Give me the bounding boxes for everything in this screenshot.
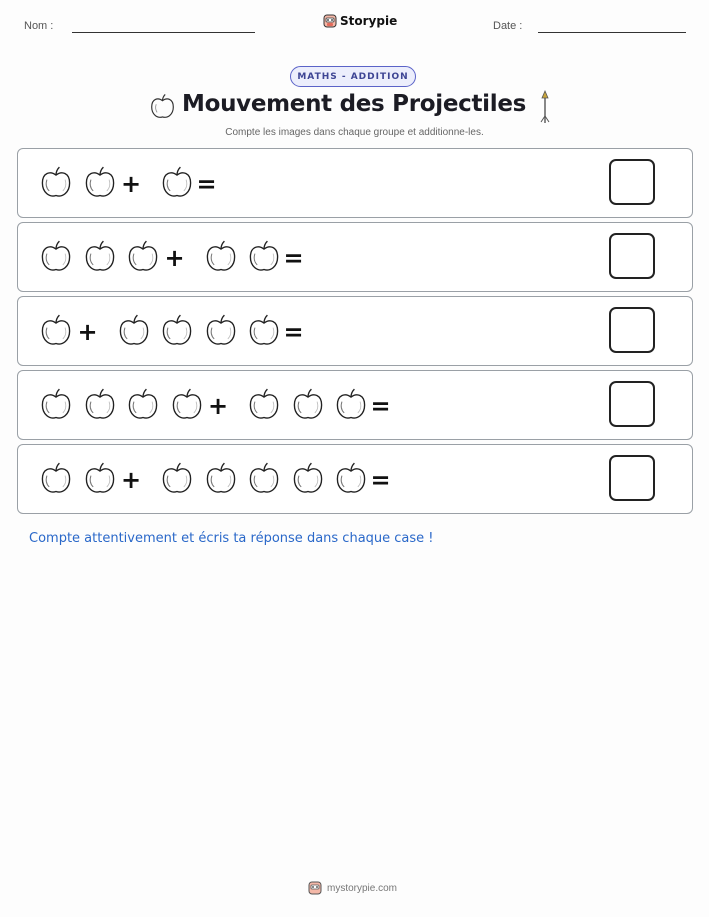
problem-row	[17, 148, 693, 218]
apple-icon	[204, 460, 238, 498]
plus-sign: +	[120, 466, 142, 494]
apple-icon	[204, 238, 238, 276]
apple-icon	[247, 312, 281, 350]
apple-icon	[83, 460, 117, 498]
apple-icon	[334, 460, 368, 498]
date-line[interactable]	[538, 32, 686, 33]
name-label: Nom :	[24, 20, 54, 32]
problem-list	[17, 148, 693, 518]
plus-sign: +	[77, 318, 98, 346]
problem-row	[17, 222, 693, 292]
apple-icon	[170, 386, 204, 424]
site-url[interactable]: mystorypie.com	[327, 882, 398, 894]
name-line[interactable]	[72, 32, 255, 33]
apple-icon	[160, 312, 194, 350]
mascot-icon	[323, 13, 337, 29]
answer-box[interactable]	[609, 455, 655, 501]
apple-icon	[204, 312, 238, 350]
answer-box[interactable]	[609, 233, 655, 279]
apple-icon	[291, 460, 325, 498]
plus-sign: +	[207, 392, 229, 420]
equals-sign: =	[196, 170, 217, 198]
problem-row	[17, 370, 693, 440]
footer-note: Compte attentivement et écris ta réponse dans chaque case !	[29, 531, 434, 546]
problem-row	[17, 444, 693, 514]
subject-badge: MATHS - ADDITION	[290, 66, 416, 87]
equals-sign: =	[283, 318, 304, 346]
apple-icon	[83, 164, 117, 202]
apple-icon	[160, 460, 194, 498]
apple-icon	[39, 164, 73, 202]
mascot-icon	[308, 880, 322, 896]
apple-icon	[83, 386, 117, 424]
apple-icon	[83, 238, 117, 276]
problem-row	[17, 296, 693, 366]
apple-icon	[117, 312, 151, 350]
page-title: Mouvement des Projectiles	[181, 91, 527, 117]
plus-sign: +	[164, 244, 185, 272]
answer-box[interactable]	[609, 159, 655, 205]
apple-icon	[39, 460, 73, 498]
brand-name: Storypie	[340, 14, 398, 28]
apple-icon	[334, 386, 368, 424]
apple-icon	[39, 312, 73, 350]
apple-icon	[126, 386, 160, 424]
date-label: Date :	[493, 20, 523, 32]
apple-icon	[247, 238, 281, 276]
apple-icon	[39, 386, 73, 424]
equals-sign: =	[370, 392, 391, 420]
apple-icon	[247, 386, 281, 424]
brand-logo	[323, 13, 397, 29]
equals-sign: =	[370, 466, 391, 494]
apple-icon	[160, 164, 194, 202]
instructions: Compte les images dans chaque groupe et additionne-les.	[225, 127, 484, 138]
apple-icon	[126, 238, 160, 276]
answer-box[interactable]	[609, 307, 655, 353]
apple-icon	[39, 238, 73, 276]
apple-icon	[149, 93, 176, 121]
apple-icon	[247, 460, 281, 498]
arrow-icon	[539, 90, 551, 124]
equals-sign: =	[283, 244, 304, 272]
apple-icon	[291, 386, 325, 424]
site-footer	[308, 880, 397, 896]
answer-box[interactable]	[609, 381, 655, 427]
plus-sign: +	[120, 170, 142, 198]
